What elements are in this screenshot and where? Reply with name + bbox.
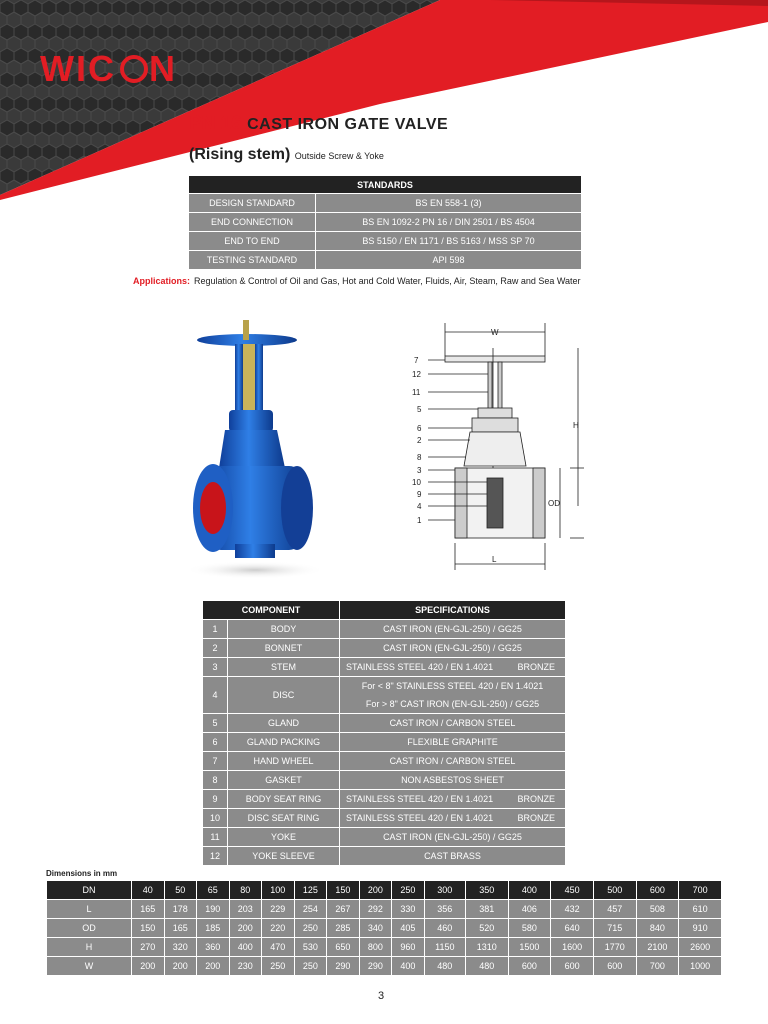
component-spec: FLEXIBLE GRAPHITE: [340, 733, 566, 752]
applications-line: [133, 276, 581, 286]
dimension-cell: 508: [636, 900, 679, 919]
dimension-label: DN: [47, 881, 132, 900]
dimension-cell: 200: [229, 919, 262, 938]
row-number: 10: [203, 809, 228, 828]
dimension-cell: 1600: [551, 938, 594, 957]
dimension-cell: 250: [392, 881, 425, 900]
row-number: 3: [203, 658, 228, 677]
dimension-cell: 320: [164, 938, 197, 957]
dimension-cell: 400: [392, 957, 425, 976]
dimension-cell: 300: [424, 881, 465, 900]
dimension-cell: 1770: [593, 938, 636, 957]
standards-value: BS EN 558-1 (3): [316, 194, 582, 213]
component-spec: CAST IRON (EN-GJL-250) / GG25: [340, 639, 566, 658]
component-spec: CAST IRON / CARBON STEEL: [340, 714, 566, 733]
dimension-cell: 650: [327, 938, 360, 957]
dimension-cell: 185: [197, 919, 230, 938]
dimension-cell: 480: [424, 957, 465, 976]
component-header: COMPONENT: [203, 601, 340, 620]
component-spec: CAST BRASS: [340, 847, 566, 866]
valve-drawing: [400, 318, 590, 574]
table-row: [203, 639, 565, 658]
callout-label: 11: [412, 388, 421, 397]
table-row: [47, 900, 722, 919]
dimension-label: OD: [47, 919, 132, 938]
dimension-cell: 580: [508, 919, 551, 938]
subtitle-note: Outside Screw & Yoke: [294, 151, 384, 161]
dimension-cell: 40: [132, 881, 165, 900]
component-name: STEM: [228, 658, 340, 677]
standards-key: DESIGN STANDARD: [189, 194, 316, 213]
standards-key: TESTING STANDARD: [189, 251, 316, 270]
component-name: YOKE SLEEVE: [228, 847, 340, 866]
component-name: GLAND PACKING: [228, 733, 340, 752]
dimension-cell: 400: [508, 881, 551, 900]
dimension-cell: 340: [359, 919, 392, 938]
dimension-cell: 1150: [424, 938, 465, 957]
component-name: HAND WHEEL: [228, 752, 340, 771]
dimension-cell: 500: [593, 881, 636, 900]
dimension-cell: 330: [392, 900, 425, 919]
row-number: 9: [203, 790, 228, 809]
row-number: 7: [203, 752, 228, 771]
component-spec-2: For > 8" CAST IRON (EN-GJL-250) / GG25: [365, 699, 540, 709]
table-row: [203, 658, 565, 677]
row-number: 5: [203, 714, 228, 733]
applications-label: Applications:: [133, 276, 191, 286]
component-alt-spec: BRONZE: [517, 813, 555, 823]
dimension-cell: 254: [294, 900, 327, 919]
table-row: [47, 938, 722, 957]
component-alt-spec: BRONZE: [517, 794, 555, 804]
row-number: 8: [203, 771, 228, 790]
dimension-cell: 270: [132, 938, 165, 957]
table-row: [189, 251, 581, 270]
table-row: [189, 232, 581, 251]
dimension-cell: 150: [327, 881, 360, 900]
standards-key: END TO END: [189, 232, 316, 251]
dimension-cell: 80: [229, 881, 262, 900]
dimension-cell: 290: [327, 957, 360, 976]
component-name: GLAND: [228, 714, 340, 733]
row-number: 11: [203, 828, 228, 847]
applications-text: Regulation & Control of Oil and Gas, Hot and Cold Water, Fluids, Air, Steam, Raw and Sea Water: [194, 276, 581, 286]
dimension-cell: 290: [359, 957, 392, 976]
table-row: [189, 213, 581, 232]
standards-value: BS 5150 / EN 1171 / BS 5163 / MSS SP 70: [316, 232, 582, 251]
callout-label: 7: [414, 356, 419, 365]
table-row: [47, 957, 722, 976]
table-row: [203, 771, 565, 790]
table-row: [203, 620, 565, 639]
dimensions-table: [46, 880, 722, 976]
callout-label: 8: [417, 453, 422, 462]
dimension-cell: 840: [636, 919, 679, 938]
table-row: [203, 733, 565, 752]
dimension-cell: 350: [465, 881, 508, 900]
component-name: BODY: [228, 620, 340, 639]
component-name: GASKET: [228, 771, 340, 790]
dimension-cell: 470: [262, 938, 295, 957]
dimension-cell: 600: [636, 881, 679, 900]
dimension-cell: 200: [164, 957, 197, 976]
callout-label: 10: [412, 478, 421, 487]
component-spec: STAINLESS STEEL 420 / EN 1.4021: [346, 794, 494, 804]
component-spec: CAST IRON / CARBON STEEL: [340, 752, 566, 771]
dimension-cell: 400: [229, 938, 262, 957]
dimension-cell: 292: [359, 900, 392, 919]
dimension-cell: 100: [262, 881, 295, 900]
dimension-cell: 190: [197, 900, 230, 919]
callout-label: 3: [417, 466, 422, 475]
standards-key: END CONNECTION: [189, 213, 316, 232]
dimension-cell: 457: [593, 900, 636, 919]
dimension-cell: 178: [164, 900, 197, 919]
dimension-cell: 200: [132, 957, 165, 976]
component-spec: For < 8" STAINLESS STEEL 420 / EN 1.4021: [361, 681, 544, 691]
component-alt-spec: BRONZE: [517, 662, 555, 672]
dimension-cell: 200: [197, 957, 230, 976]
dimension-cell: 165: [164, 919, 197, 938]
dimension-cell: 480: [465, 957, 508, 976]
logo: [40, 48, 175, 89]
table-row: [203, 847, 565, 866]
table-row: [203, 714, 565, 733]
row-number: 1: [203, 620, 228, 639]
dimension-cell: 230: [229, 957, 262, 976]
row-number: 12: [203, 847, 228, 866]
row-number: 6: [203, 733, 228, 752]
table-row: [47, 881, 722, 900]
dimension-cell: 520: [465, 919, 508, 938]
page-title: [189, 113, 448, 135]
standards-header: STANDARDS: [189, 176, 581, 194]
standards-value: BS EN 1092-2 PN 16 / DIN 2501 / BS 4504: [316, 213, 582, 232]
table-row: [203, 677, 565, 714]
drawing-label-l: L: [492, 555, 497, 564]
table-row: [203, 809, 565, 828]
subtitle-main: (Rising stem): [189, 146, 291, 163]
dimension-cell: 432: [551, 900, 594, 919]
callout-label: 5: [417, 405, 422, 414]
callout-label: 6: [417, 424, 422, 433]
specs-header: SPECIFICATIONS: [340, 601, 566, 620]
callout-label: 9: [417, 490, 422, 499]
dimension-cell: 285: [327, 919, 360, 938]
table-row: [203, 752, 565, 771]
component-spec: STAINLESS STEEL 420 / EN 1.4021: [346, 813, 494, 823]
dimension-cell: 1310: [465, 938, 508, 957]
dimension-cell: 250: [294, 957, 327, 976]
dimension-cell: 530: [294, 938, 327, 957]
dimension-cell: 2100: [636, 938, 679, 957]
dimension-cell: 405: [392, 919, 425, 938]
header-banner: [0, 0, 768, 200]
dimension-cell: 200: [359, 881, 392, 900]
callout-label: 1: [417, 516, 422, 525]
dimension-cell: 203: [229, 900, 262, 919]
component-name: DISC: [228, 677, 340, 714]
row-number: 2: [203, 639, 228, 658]
svg-text:WIC: WIC: [40, 48, 116, 89]
drawing-label-od: OD: [548, 499, 560, 508]
component-spec: STAINLESS STEEL 420 / EN 1.4021: [346, 662, 494, 672]
logo-mark: [40, 48, 175, 89]
dimension-cell: 250: [262, 957, 295, 976]
title-text: CAST IRON GATE VALVE: [247, 116, 449, 133]
component-name: YOKE: [228, 828, 340, 847]
dimension-cell: 65: [197, 881, 230, 900]
component-name: BONNET: [228, 639, 340, 658]
callout-label: 12: [412, 370, 421, 379]
dimension-cell: 910: [679, 919, 722, 938]
drawing-label-h: H: [573, 421, 579, 430]
dimension-cell: 460: [424, 919, 465, 938]
component-name: BODY SEAT RING: [228, 790, 340, 809]
component-name: DISC SEAT RING: [228, 809, 340, 828]
dimension-cell: 715: [593, 919, 636, 938]
dimension-cell: 600: [508, 957, 551, 976]
dimension-cell: 406: [508, 900, 551, 919]
page-subtitle: [189, 146, 384, 164]
dimension-cell: 700: [636, 957, 679, 976]
dimension-cell: 125: [294, 881, 327, 900]
component-spec: CAST IRON (EN-GJL-250) / GG25: [340, 828, 566, 847]
dimension-cell: 800: [359, 938, 392, 957]
dimension-cell: 1500: [508, 938, 551, 957]
table-row: [203, 790, 565, 809]
dimension-cell: 640: [551, 919, 594, 938]
page-number: 3: [378, 990, 385, 1002]
table-row: [47, 919, 722, 938]
dimension-cell: 610: [679, 900, 722, 919]
dimension-cell: 229: [262, 900, 295, 919]
dimension-label: W: [47, 957, 132, 976]
dimension-cell: 1000: [679, 957, 722, 976]
callout-label: 2: [417, 436, 422, 445]
title-pn: PN 16: [189, 113, 242, 134]
dimension-cell: 600: [593, 957, 636, 976]
component-spec: CAST IRON (EN-GJL-250) / GG25: [340, 620, 566, 639]
dimension-cell: 960: [392, 938, 425, 957]
components-table: [203, 601, 565, 865]
dimension-cell: 220: [262, 919, 295, 938]
svg-text:N: N: [149, 48, 175, 89]
dimension-label: H: [47, 938, 132, 957]
dimension-cell: 250: [294, 919, 327, 938]
dimension-cell: 50: [164, 881, 197, 900]
standards-value: API 598: [316, 251, 582, 270]
table-row: [189, 194, 581, 213]
dimension-cell: 381: [465, 900, 508, 919]
dimension-cell: 360: [197, 938, 230, 957]
dimension-cell: 600: [551, 957, 594, 976]
dimension-cell: 150: [132, 919, 165, 938]
dimension-cell: 356: [424, 900, 465, 919]
table-row: [203, 828, 565, 847]
dimension-label: L: [47, 900, 132, 919]
row-number: 4: [203, 677, 228, 714]
callout-label: 4: [417, 502, 422, 511]
dimension-cell: 450: [551, 881, 594, 900]
dimension-cell: 700: [679, 881, 722, 900]
dimension-cell: 165: [132, 900, 165, 919]
valve-photo: [185, 318, 325, 580]
standards-table: [189, 176, 581, 269]
drawing-label-w: W: [491, 328, 499, 337]
component-spec: NON ASBESTOS SHEET: [340, 771, 566, 790]
dimension-cell: 2600: [679, 938, 722, 957]
dimensions-caption: Dimensions in mm: [46, 869, 118, 878]
dimension-cell: 267: [327, 900, 360, 919]
